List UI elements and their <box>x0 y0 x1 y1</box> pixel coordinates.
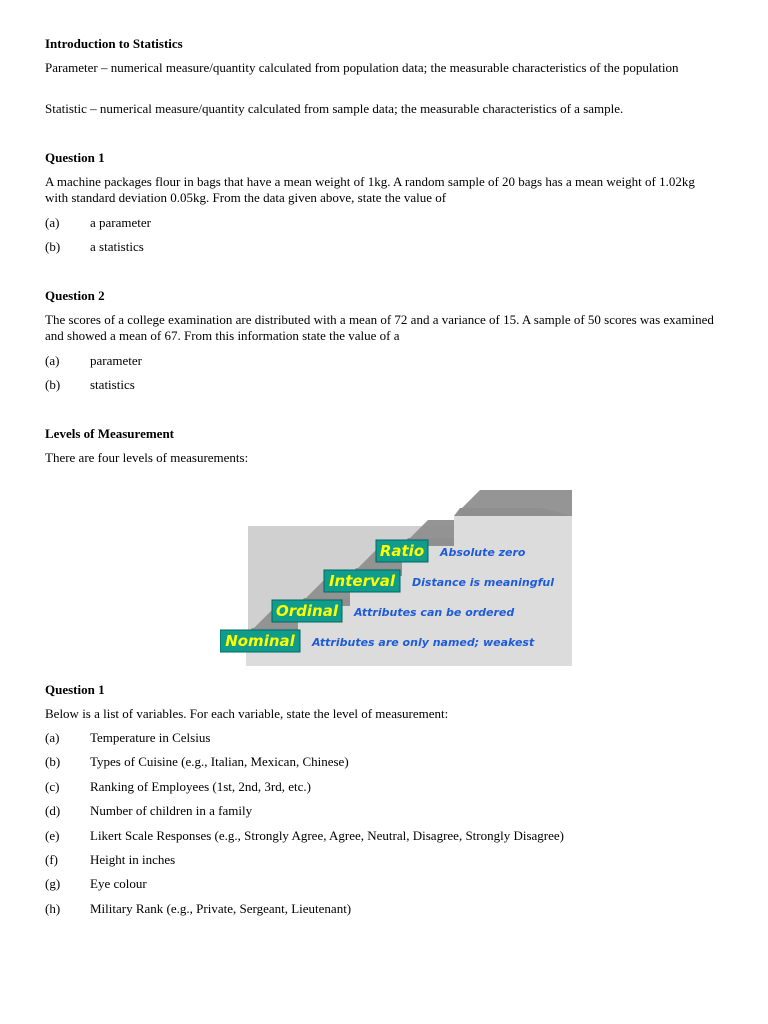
question-1-item-b <box>45 239 445 255</box>
question-1-title: Question 1 <box>45 150 105 165</box>
item-label: (f) <box>45 852 58 867</box>
question-2-title: Question 2 <box>45 288 105 303</box>
statistic-definition: Statistic – numerical measure/quantity calculated from sample data; the measurable characteristics of a sample. <box>45 101 624 116</box>
variable-item <box>45 803 725 819</box>
item-label: (e) <box>45 827 60 843</box>
levels-intro: There are four levels of measurements: <box>45 450 249 465</box>
item-label: (h) <box>45 900 61 916</box>
item-label: (a) <box>45 353 60 368</box>
variable-item <box>45 901 725 917</box>
question-3-title: Question 1 <box>45 682 105 697</box>
variable-item <box>45 876 725 892</box>
question-3-intro: Below is a list of variables. For each variable, state the level of measurement: <box>45 706 449 721</box>
question-2-item-b <box>45 377 445 393</box>
item-text: Temperature in Celsius <box>90 730 211 745</box>
item-text: Height in inches <box>90 852 176 867</box>
item-label: (b) <box>45 239 61 254</box>
parameter-definition: Parameter – numerical measure/quantity calculated from population data; the measurable characteristics of the population <box>45 60 679 75</box>
stair-step-front <box>454 516 572 546</box>
item-text: Ranking of Employees (1st, 2nd, 3rd, etc.) <box>90 778 311 794</box>
item-text: Number of children in a family <box>90 803 253 819</box>
variable-item <box>45 779 725 795</box>
item-label: (c) <box>45 778 60 794</box>
question-2-body: The scores of a college examination are distributed with a mean of 72 and a variance of 15. A sample of 50 scores was examined and showed a mean of 67. From this information state the value of a <box>45 312 714 343</box>
item-text: a statistics <box>90 239 144 254</box>
section-title-introduction: Introduction to Statistics <box>45 36 183 51</box>
level-name: Interval <box>328 572 396 590</box>
variable-item <box>45 730 725 746</box>
item-text: Military Rank (e.g., Private, Sergeant, Lieutenant) <box>90 900 352 916</box>
item-label: (b) <box>45 754 61 770</box>
level-name: Nominal <box>225 632 295 650</box>
question-1-body: A machine packages flour in bags that have a mean weight of 1kg. A random sample of 20 bags has a mean weight of 1.02kg with standard deviation 0.05kg. From the data given above, state the value of <box>45 174 695 205</box>
question-2-item-a <box>45 353 445 369</box>
item-label: (a) <box>45 215 60 230</box>
question-1-item-a <box>45 215 445 231</box>
level-name: Ordinal <box>276 602 338 620</box>
item-text: Eye colour <box>90 876 147 892</box>
item-text: Types of Cuisine (e.g., Italian, Mexican, Chinese) <box>90 754 349 770</box>
item-label: (g) <box>45 876 61 892</box>
item-text: statistics <box>90 377 135 392</box>
item-label: (a) <box>45 730 60 745</box>
variable-item <box>45 852 725 868</box>
item-text: Likert Scale Responses (e.g., Strongly Agree, Agree, Neutral, Disagree, Strongly Disagree) <box>90 827 565 843</box>
stair-step-tread <box>454 490 572 516</box>
item-label: (b) <box>45 377 61 392</box>
levels-staircase-diagram <box>220 474 575 670</box>
level-description: Attributes can be ordered <box>354 606 515 619</box>
level-description: Distance is meaningful <box>412 576 554 589</box>
level-description: Attributes are only named; weakest <box>312 636 535 649</box>
item-text: parameter <box>90 353 142 368</box>
variable-item <box>45 754 725 770</box>
section-title-levels-of-measurement: Levels of Measurement <box>45 426 175 441</box>
variable-item <box>45 828 725 844</box>
item-text: a parameter <box>90 215 151 230</box>
item-label: (d) <box>45 803 61 819</box>
level-description: Absolute zero <box>440 546 526 559</box>
level-name: Ratio <box>379 542 425 560</box>
